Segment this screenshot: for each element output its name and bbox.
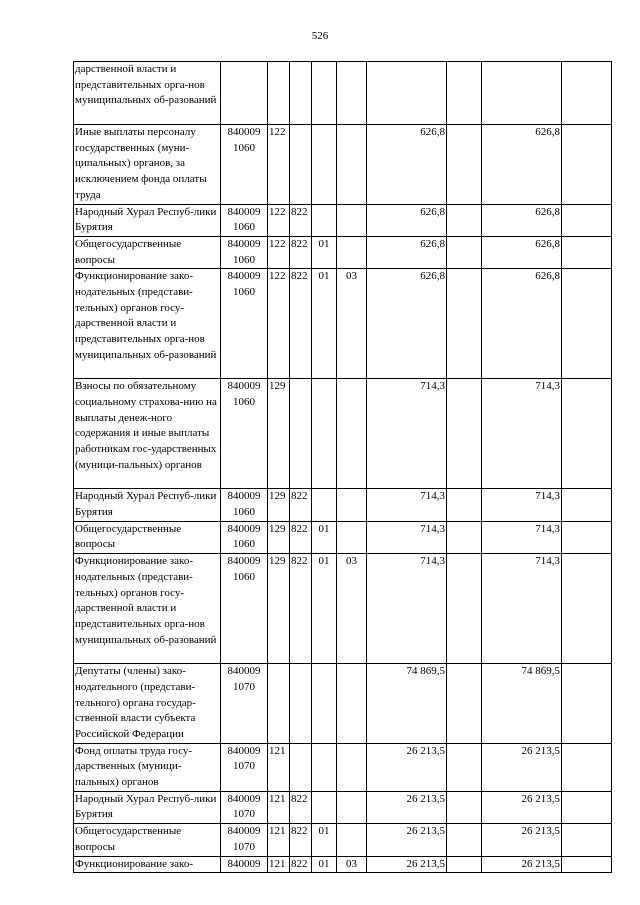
row-empty-cell xyxy=(447,125,482,205)
row-ved-cell xyxy=(290,125,312,205)
table-row xyxy=(74,791,612,823)
row-empty-cell xyxy=(562,664,612,744)
row-podrazdel-cell xyxy=(337,125,367,205)
row-empty-cell xyxy=(562,379,612,489)
row-vr-cell: 122 xyxy=(268,125,290,205)
row-razdel-cell xyxy=(312,204,337,236)
row-empty-cell xyxy=(447,554,482,664)
row-razdel-cell: 01 xyxy=(312,554,337,664)
row-empty-cell xyxy=(447,62,482,125)
row-empty-cell xyxy=(562,856,612,873)
row-sum1-cell: 714,3 xyxy=(367,521,447,553)
row-vr-cell: 121 xyxy=(268,824,290,856)
table-row xyxy=(74,269,612,379)
row-empty-cell xyxy=(447,521,482,553)
table-row xyxy=(74,62,612,125)
row-razdel-cell xyxy=(312,62,337,125)
row-code-cell: 840009 1060 xyxy=(221,236,268,268)
row-podrazdel-cell xyxy=(337,204,367,236)
row-name-cell: дарственной власти и представительных орга-нов муниципальных об-разований xyxy=(74,62,221,125)
table-row xyxy=(74,489,612,521)
row-sum1-cell xyxy=(367,62,447,125)
row-ved-cell: 822 xyxy=(290,521,312,553)
row-vr-cell: 129 xyxy=(268,379,290,489)
row-empty-cell xyxy=(562,824,612,856)
row-code-cell: 840009 1060 xyxy=(221,269,268,379)
row-name-cell: Функционирование зако- xyxy=(74,856,221,873)
table-row xyxy=(74,236,612,268)
row-empty-cell xyxy=(562,62,612,125)
table-row xyxy=(74,664,612,744)
row-sum2-cell: 626,8 xyxy=(482,204,562,236)
row-empty-cell xyxy=(447,489,482,521)
row-podrazdel-cell xyxy=(337,236,367,268)
row-name-cell: Народный Хурал Респуб-лики Бурятия xyxy=(74,791,221,823)
row-empty-cell xyxy=(447,856,482,873)
row-vr-cell: 122 xyxy=(268,204,290,236)
row-sum2-cell: 26 213,5 xyxy=(482,743,562,791)
row-name-cell: Депутаты (члены) зако-нодательного (представи-тельного) органа государ-ственной власти субъекта Российской Федерации xyxy=(74,664,221,744)
row-sum2-cell: 714,3 xyxy=(482,379,562,489)
row-ved-cell: 822 xyxy=(290,204,312,236)
row-podrazdel-cell: 03 xyxy=(337,269,367,379)
row-sum1-cell: 74 869,5 xyxy=(367,664,447,744)
row-razdel-cell xyxy=(312,379,337,489)
row-name-cell: Иные выплаты персоналу государственных (муни-ципальных) органов, за исключением фонда оплаты труда xyxy=(74,125,221,205)
row-code-cell: 840009 xyxy=(221,856,268,873)
table-row xyxy=(74,824,612,856)
row-vr-cell: 122 xyxy=(268,236,290,268)
row-vr-cell: 121 xyxy=(268,856,290,873)
row-vr-cell xyxy=(268,664,290,744)
row-empty-cell xyxy=(562,204,612,236)
row-podrazdel-cell xyxy=(337,521,367,553)
row-podrazdel-cell xyxy=(337,664,367,744)
row-sum2-cell: 714,3 xyxy=(482,521,562,553)
row-sum2-cell: 714,3 xyxy=(482,554,562,664)
row-vr-cell: 121 xyxy=(268,743,290,791)
row-empty-cell xyxy=(447,204,482,236)
row-code-cell: 840009 1070 xyxy=(221,743,268,791)
row-podrazdel-cell: 03 xyxy=(337,554,367,664)
row-podrazdel-cell xyxy=(337,489,367,521)
row-razdel-cell xyxy=(312,743,337,791)
row-podrazdel-cell xyxy=(337,791,367,823)
row-razdel-cell xyxy=(312,664,337,744)
table-row xyxy=(74,125,612,205)
table-row xyxy=(74,743,612,791)
row-sum1-cell: 26 213,5 xyxy=(367,824,447,856)
table-row xyxy=(74,856,612,873)
row-ved-cell xyxy=(290,379,312,489)
table-row xyxy=(74,554,612,664)
row-empty-cell xyxy=(562,489,612,521)
row-ved-cell xyxy=(290,743,312,791)
row-code-cell: 840009 1070 xyxy=(221,791,268,823)
row-empty-cell xyxy=(562,269,612,379)
row-razdel-cell xyxy=(312,489,337,521)
row-empty-cell xyxy=(562,554,612,664)
row-name-cell: Функционирование зако-нодательных (представи-тельных) органов госу-дарственной власти и представительных орга-нов муниципальных об-разований xyxy=(74,554,221,664)
row-ved-cell: 822 xyxy=(290,856,312,873)
row-vr-cell: 129 xyxy=(268,489,290,521)
row-ved-cell: 822 xyxy=(290,824,312,856)
row-code-cell: 840009 1060 xyxy=(221,204,268,236)
row-code-cell: 840009 1060 xyxy=(221,554,268,664)
row-sum2-cell: 26 213,5 xyxy=(482,824,562,856)
row-ved-cell xyxy=(290,62,312,125)
row-podrazdel-cell xyxy=(337,62,367,125)
row-sum2-cell: 626,8 xyxy=(482,236,562,268)
table-row xyxy=(74,379,612,489)
row-name-cell: Взносы по обязательному социальному страхова-нию на выплаты денеж-ного содержания и иные выплаты работникам гос-ударственных (муници-пальных) органов xyxy=(74,379,221,489)
row-ved-cell: 822 xyxy=(290,791,312,823)
row-empty-cell xyxy=(447,379,482,489)
row-empty-cell xyxy=(447,824,482,856)
row-name-cell: Общегосударственные вопросы xyxy=(74,824,221,856)
row-empty-cell xyxy=(562,125,612,205)
row-sum1-cell: 26 213,5 xyxy=(367,791,447,823)
row-sum2-cell: 626,8 xyxy=(482,269,562,379)
row-vr-cell: 129 xyxy=(268,521,290,553)
row-razdel-cell: 01 xyxy=(312,856,337,873)
row-razdel-cell: 01 xyxy=(312,824,337,856)
row-empty-cell xyxy=(562,521,612,553)
row-vr-cell: 121 xyxy=(268,791,290,823)
row-code-cell: 840009 1070 xyxy=(221,824,268,856)
row-ved-cell: 822 xyxy=(290,489,312,521)
row-ved-cell: 822 xyxy=(290,269,312,379)
row-code-cell xyxy=(221,62,268,125)
row-empty-cell xyxy=(562,743,612,791)
row-code-cell: 840009 1060 xyxy=(221,489,268,521)
row-name-cell: Функционирование зако-нодательных (представи-тельных) органов госу-дарственной власти и представительных орга-нов муниципальных об-разований xyxy=(74,269,221,379)
row-name-cell: Народный Хурал Респуб-лики Бурятия xyxy=(74,489,221,521)
row-vr-cell: 122 xyxy=(268,269,290,379)
row-empty-cell xyxy=(447,236,482,268)
row-ved-cell xyxy=(290,664,312,744)
row-razdel-cell xyxy=(312,125,337,205)
row-empty-cell xyxy=(447,743,482,791)
row-sum1-cell: 26 213,5 xyxy=(367,743,447,791)
row-name-cell: Фонд оплаты труда госу-дарственных (муници-пальных) органов xyxy=(74,743,221,791)
row-sum1-cell: 714,3 xyxy=(367,554,447,664)
row-sum2-cell xyxy=(482,62,562,125)
row-sum2-cell: 26 213,5 xyxy=(482,856,562,873)
table-row xyxy=(74,521,612,553)
row-podrazdel-cell xyxy=(337,379,367,489)
row-name-cell: Общегосударственные вопросы xyxy=(74,236,221,268)
row-podrazdel-cell xyxy=(337,824,367,856)
row-name-cell: Народный Хурал Респуб-лики Бурятия xyxy=(74,204,221,236)
row-sum1-cell: 626,8 xyxy=(367,236,447,268)
row-empty-cell xyxy=(562,791,612,823)
row-sum1-cell: 626,8 xyxy=(367,204,447,236)
row-podrazdel-cell: 03 xyxy=(337,856,367,873)
row-empty-cell xyxy=(447,269,482,379)
row-code-cell: 840009 1060 xyxy=(221,379,268,489)
row-sum1-cell: 714,3 xyxy=(367,489,447,521)
row-sum2-cell: 626,8 xyxy=(482,125,562,205)
budget-table xyxy=(73,61,612,873)
row-sum1-cell: 714,3 xyxy=(367,379,447,489)
table-row xyxy=(74,204,612,236)
row-empty-cell xyxy=(447,791,482,823)
row-razdel-cell xyxy=(312,791,337,823)
row-code-cell: 840009 1060 xyxy=(221,521,268,553)
row-sum1-cell: 26 213,5 xyxy=(367,856,447,873)
row-vr-cell: 129 xyxy=(268,554,290,664)
row-empty-cell xyxy=(447,664,482,744)
row-name-cell: Общегосударственные вопросы xyxy=(74,521,221,553)
row-podrazdel-cell xyxy=(337,743,367,791)
row-ved-cell: 822 xyxy=(290,236,312,268)
row-sum2-cell: 714,3 xyxy=(482,489,562,521)
row-razdel-cell: 01 xyxy=(312,269,337,379)
page-number: 526 xyxy=(311,30,329,42)
row-vr-cell xyxy=(268,62,290,125)
row-sum2-cell: 74 869,5 xyxy=(482,664,562,744)
row-razdel-cell: 01 xyxy=(312,521,337,553)
row-sum1-cell: 626,8 xyxy=(367,269,447,379)
row-sum2-cell: 26 213,5 xyxy=(482,791,562,823)
row-razdel-cell: 01 xyxy=(312,236,337,268)
row-sum1-cell: 626,8 xyxy=(367,125,447,205)
row-code-cell: 840009 1060 xyxy=(221,125,268,205)
row-ved-cell: 822 xyxy=(290,554,312,664)
row-code-cell: 840009 1070 xyxy=(221,664,268,744)
row-empty-cell xyxy=(562,236,612,268)
